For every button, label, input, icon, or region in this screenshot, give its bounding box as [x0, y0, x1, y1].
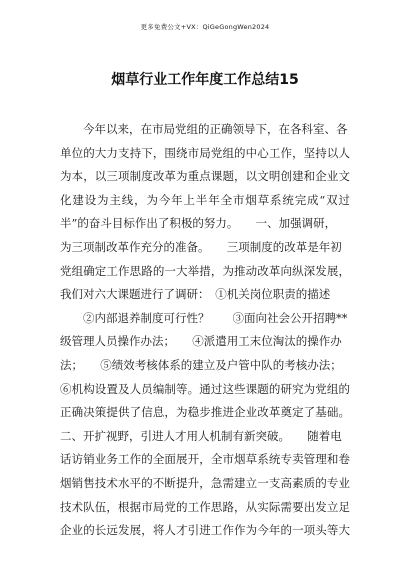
- body-text: [60, 118, 350, 543]
- body-line: 为本，以三项制度改革为重点课题，以文明创建和企业文: [60, 169, 350, 184]
- document-title: 烟草行业工作年度工作总结15: [111, 72, 299, 88]
- body-line: 我们对六大课题进行了调研： ①机关岗位职责的描述: [60, 287, 331, 302]
- body-line: 技术队伍，根据市局党的工作思路，从实际需要出发立足: [60, 499, 350, 514]
- body-line: 为三项制改革作充分的准备。 三项制度的改革是年初: [60, 239, 342, 254]
- body-line: 半”的奋斗目标作出了积极的努力。 一、加强调研，: [60, 216, 337, 231]
- body-line: 正确决策提供了信息，为稳步推进企业改革奠定了基础。: [60, 405, 350, 420]
- body-line: ⑥机构设置及人员编制等。通过这些课题的研究为党组的: [60, 381, 350, 396]
- body-line: 话访销业务工作的全面展开，全市烟草系统专卖管理和卷: [60, 452, 350, 467]
- body-line: 今年以来，在市局党组的正确领导下，在各科室、各: [60, 122, 348, 136]
- body-line: 法； ⑤绩效考核体系的建立及户管中队的考核办法；: [60, 357, 342, 372]
- body-line: ②内部退养制度可行性？ ③面向社会公开招聘**: [60, 310, 348, 325]
- body-line: 级管理人员操作办法； ④派遣用工末位淘汰的操作办: [60, 334, 342, 349]
- body-line: 二、开扩视野，引进人才用人机制有新突破。 随着电: [60, 428, 342, 443]
- body-line: 企业的长远发展，将人才引进工作作为今年的一项头等大: [60, 523, 350, 538]
- body-line: 单位的大力支持下，围绕市局党组的中心工作，坚持以人: [60, 145, 350, 160]
- body-line: 烟销售技术水平的不断提升，急需建立一支高素质的专业: [60, 475, 350, 490]
- body-line: 化建设为主线，为今年上半年全市烟草系统完成“双过: [60, 192, 350, 207]
- body-line: 党组确定工作思路的一大举措，为推动改革向纵深发展，: [60, 263, 350, 278]
- header-note: 更多免费公文+VX：QiGeGongWen2024: [140, 23, 270, 31]
